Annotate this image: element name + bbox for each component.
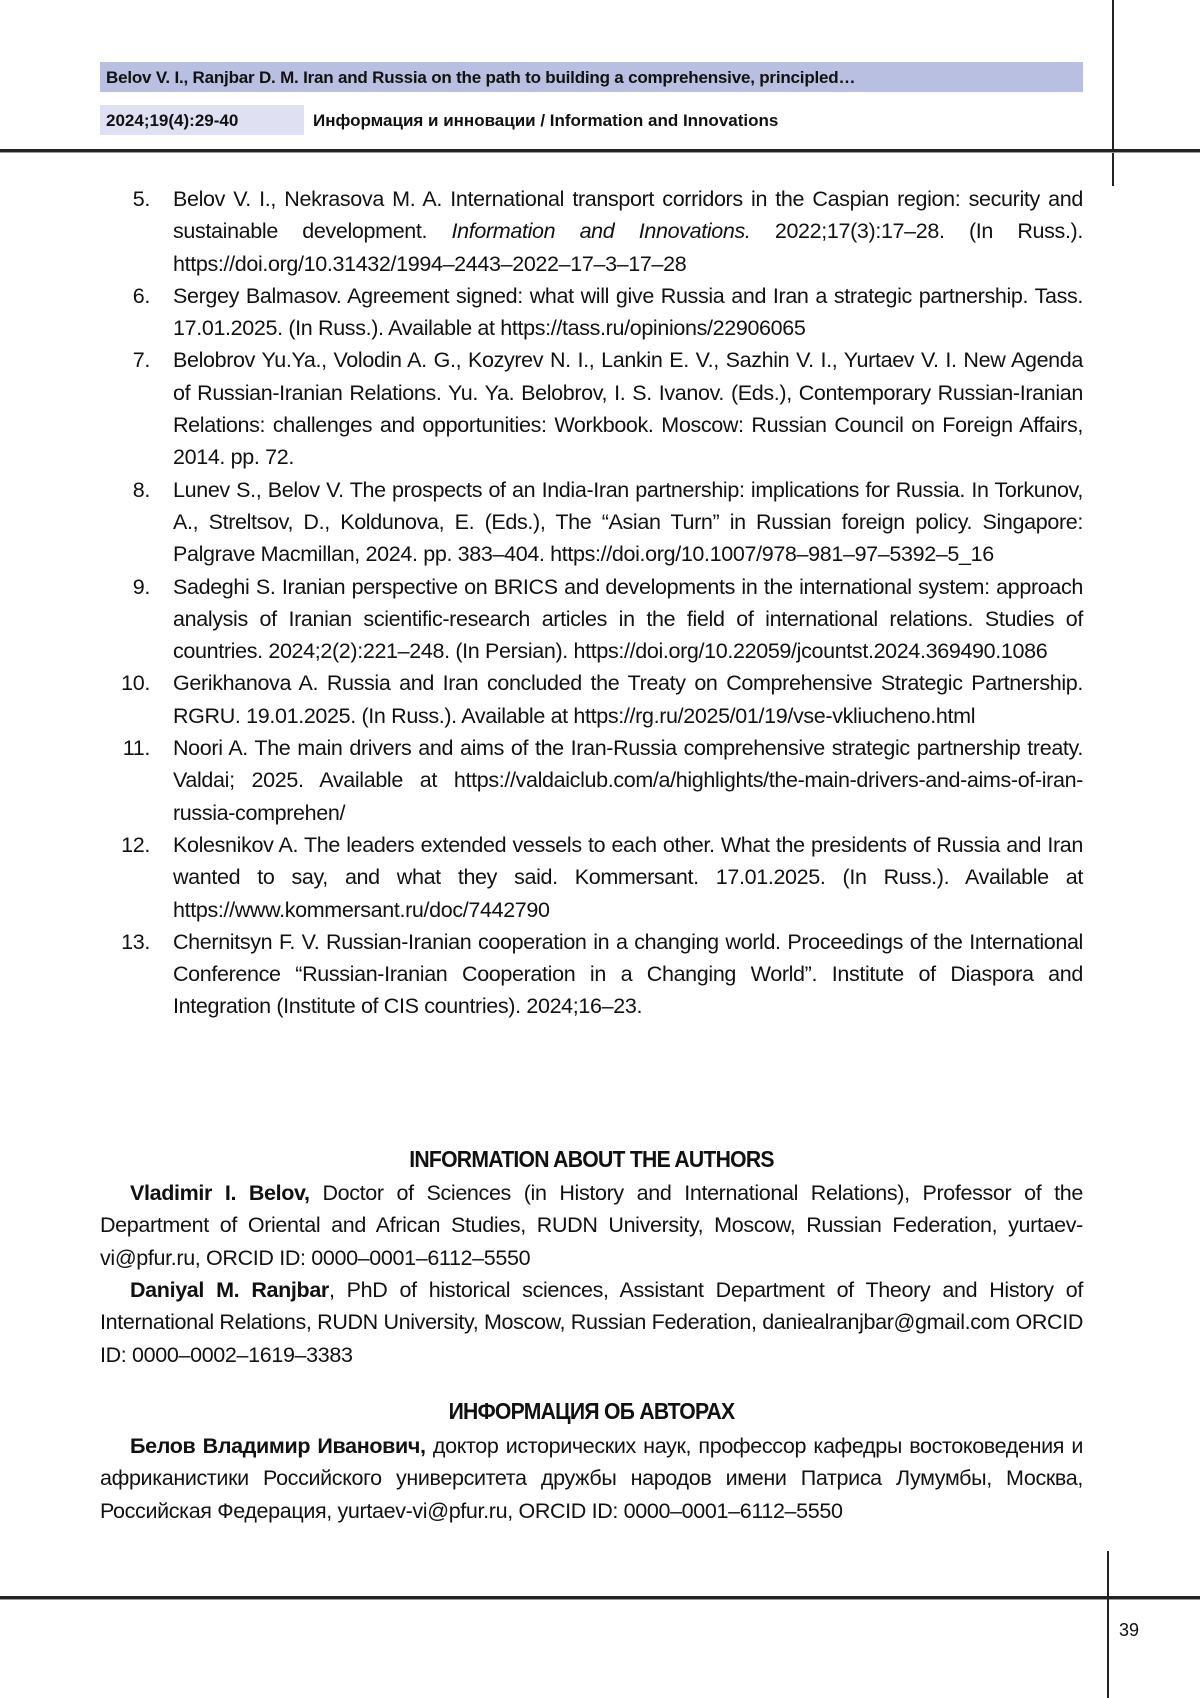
reference-text: Sadeghi S. Iranian perspective on BRICS and developments in the international system: approach analysis of Iranian scientific-research articles in the field of international relations. Studies of countries. 2024;2(2):221–248. (In Persian). https://doi.org/10.22059/jcountst.2024.369490.1086 xyxy=(173,575,1083,664)
reference-text: Lunev S., Belov V. The prospects of an India-Iran partnership: implications for Russia. In Torkunov, A., Streltsov, D., Koldunova, E. (Eds.), The “Asian Turn” in Russian foreign policy. Singapore: Palgrave Macmillan, 2024. pp. 383–404. https://doi.org/10.1007/978–981–97–5392–5_16 xyxy=(173,478,1083,567)
author-name: Daniyal M. Ranjbar xyxy=(130,1278,329,1302)
author-bio-belov-en xyxy=(100,1177,1083,1274)
margin-rule-top xyxy=(1112,0,1114,186)
author-bio-ranjbar-en xyxy=(100,1274,1083,1371)
footer-rule xyxy=(0,1596,1200,1600)
running-title: Belov V. I., Ranjbar D. M. Iran and Russia on the path to building a comprehensive, principled… xyxy=(106,68,855,88)
reference-item xyxy=(100,280,1083,345)
author-name: Белов Владимир Иванович, xyxy=(130,1434,426,1458)
reference-item xyxy=(100,344,1083,473)
reference-text: Noori A. The main drivers and aims of the Iran-Russia comprehensive strategic partnership treaty. Valdai; 2025. Available at https://valdaiclub.com/a/highlights/the-main-drivers-and-aims-of-iran-russia-comprehen/ xyxy=(173,736,1083,825)
author-name: Vladimir I. Belov, xyxy=(130,1181,310,1205)
author-bio-belov-ru xyxy=(100,1430,1083,1527)
reference-text: Chernitsyn F. V. Russian-Iranian cooperation in a changing world. Proceedings of the International Conference “Russian-Iranian Cooperation in a Changing World”. Institute of Diaspora and Integration (Institute of CIS countries). 2024;16–23. xyxy=(173,930,1083,1019)
reference-item xyxy=(100,183,1083,280)
reference-number: 8. xyxy=(100,474,150,506)
reference-text: Belov V. I., Nekrasova M. A. International transport corridors in the Caspian region: security and sustainable development. xyxy=(173,187,1083,243)
author-details: доктор исторических наук, профессор кафедры востоковедения и африканистики Российского университета дружбы народов имени Патриса Лумумбы, Москва, Российская Федерация, yurtaev-vi@pfur.ru, ORCID ID: 0000–0001–6112–5550 xyxy=(100,1434,1083,1523)
reference-text: Sergey Balmasov. Agreement signed: what will give Russia and Iran a strategic partnership. Tass. 17.01.2025. (In Russ.). Available at https://tass.ru/opinions/22906065 xyxy=(173,284,1083,340)
author-details: Doctor of Sciences (in History and International Relations), Professor of the Department of Oriental and African Studies, RUDN University, Moscow, Russian Federation, yurtaev-vi@pfur.ru, ORCID ID: 0000–0001–6112–5550 xyxy=(100,1181,1083,1270)
reference-item xyxy=(100,474,1083,571)
running-title-band xyxy=(100,62,1083,92)
reference-number: 10. xyxy=(100,667,150,699)
page-number: 39 xyxy=(1119,1620,1139,1641)
reference-item xyxy=(100,926,1083,1023)
journal-title: Информация и инновации / Information and Innovations xyxy=(313,111,778,131)
reference-list xyxy=(100,183,1083,1023)
reference-text: Belobrov Yu.Ya., Volodin A. G., Kozyrev N. I., Lankin E. V., Sazhin V. I., Yurtaev V. I. New Agenda of Russian-Iranian Relations. Yu. Ya. Belobrov, I. S. Ivanov. (Eds.), Contemporary Russian-Iranian Relations: challenges and opportunities: Workbook. Moscow: Russian Council on Foreign Affairs, 2014. pp. 72. xyxy=(173,348,1083,469)
reference-number: 5. xyxy=(100,183,150,215)
reference-text: Gerikhanova A. Russia and Iran concluded the Treaty on Comprehensive Strategic Partnership. RGRU. 19.01.2025. (In Russ.). Available at https://rg.ru/2025/01/19/vse-vkliucheno.html xyxy=(173,671,1083,727)
author-details: , PhD of historical sciences, Assistant Department of Theory and History of International Relations, RUDN University, Moscow, Russian Federation, daniealranjbar@gmail.com ORCID ID: 0000–0002–1619–3383 xyxy=(100,1278,1083,1367)
reference-number: 9. xyxy=(100,571,150,603)
reference-text: Kolesnikov A. The leaders extended vessels to each other. What the presidents of Russia and Iran wanted to say, and what they said. Kommersant. 17.01.2025. (In Russ.). Available at https://www.kommersant.ru/doc/7442790 xyxy=(173,833,1083,922)
authors-heading-en: INFORMATION ABOUT THE AUTHORS xyxy=(139,1146,1043,1173)
reference-item xyxy=(100,667,1083,732)
reference-number: 7. xyxy=(100,344,150,376)
reference-number: 13. xyxy=(100,926,150,958)
header-rule xyxy=(0,149,1200,153)
reference-journal: Information and Innovations. xyxy=(452,219,751,243)
reference-text-tail: 2022;17(3):17–28. (In Russ.). https://doi.org/10.31432/1994–2443–2022–17–3–17–28 xyxy=(173,219,1083,275)
margin-rule-bottom xyxy=(1107,1551,1109,1698)
reference-number: 6. xyxy=(100,280,150,312)
authors-heading-ru: ИНФОРМАЦИЯ ОБ АВТОРАХ xyxy=(139,1398,1043,1425)
reference-number: 11. xyxy=(100,732,150,764)
reference-item xyxy=(100,732,1083,829)
reference-number: 12. xyxy=(100,829,150,861)
reference-item xyxy=(100,829,1083,926)
reference-item xyxy=(100,571,1083,668)
issue-box xyxy=(100,105,304,135)
issue-citation: 2024;19(4):29-40 xyxy=(106,111,238,131)
